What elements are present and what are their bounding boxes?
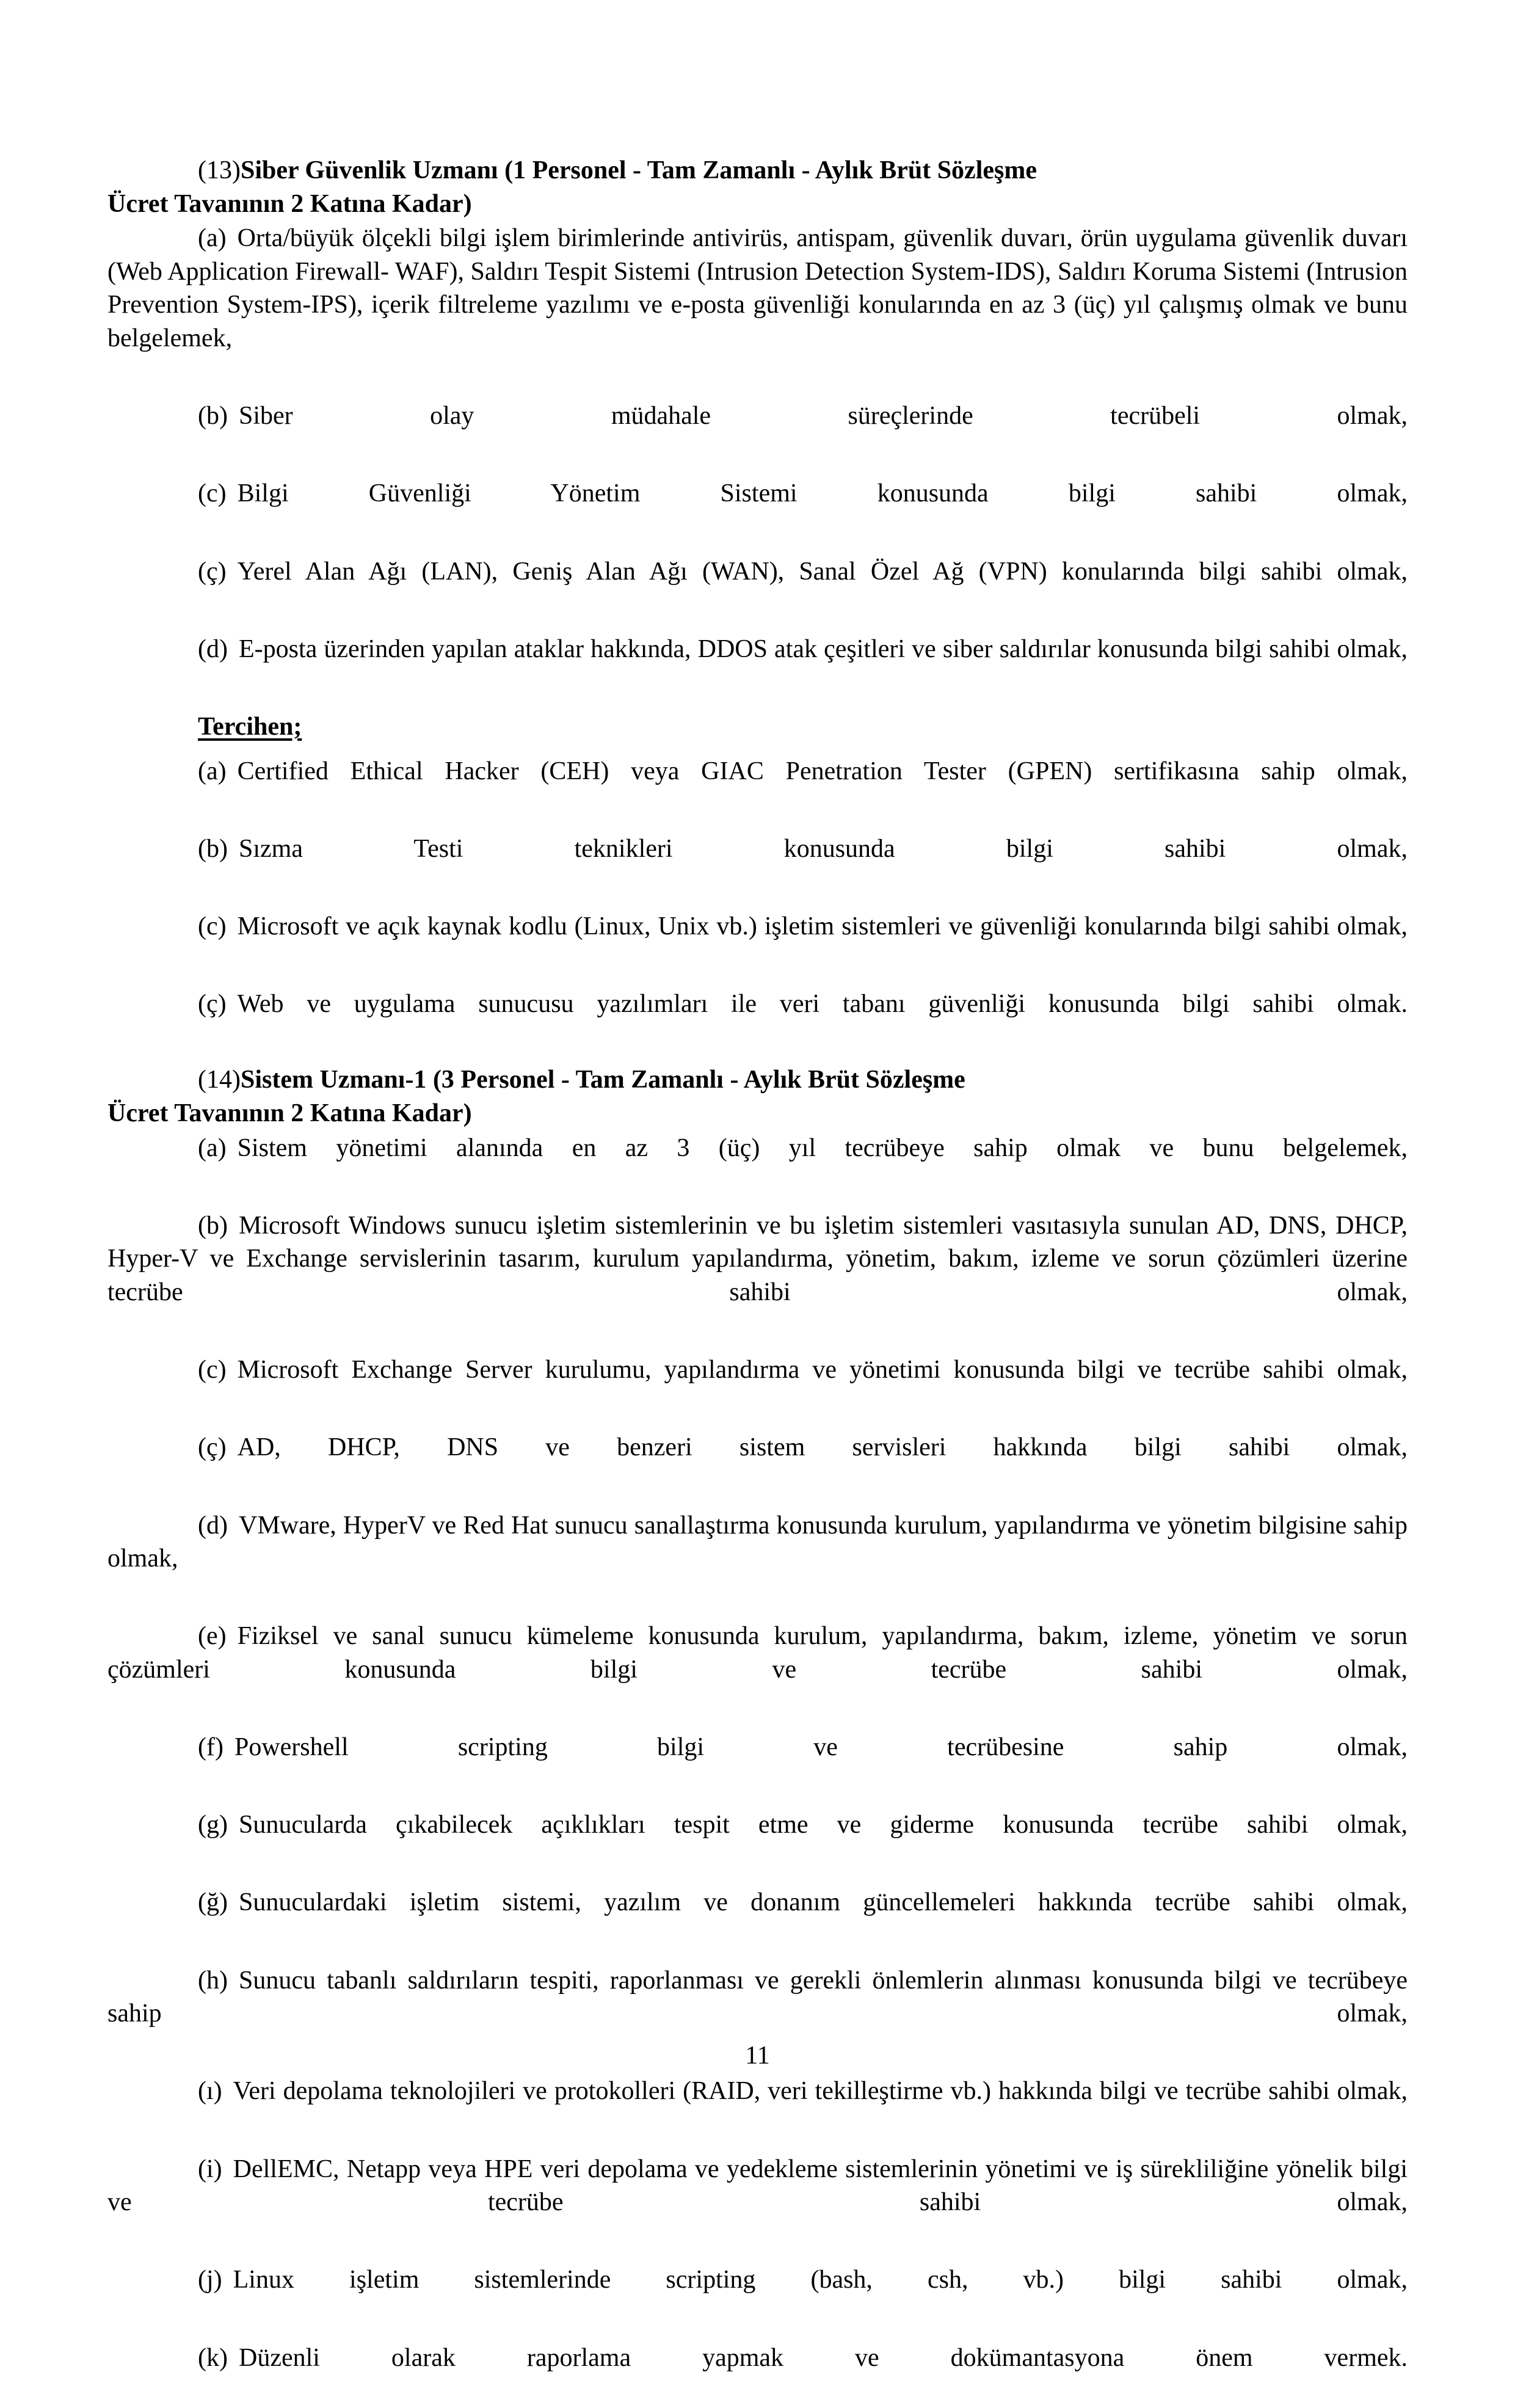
section-title-13-line2: Ücret Tavanının 2 Katına Kadar): [107, 190, 472, 219]
section-number-14: (14): [198, 1066, 241, 1094]
list-item: [107, 1731, 1408, 1797]
item-label: (k): [198, 2343, 228, 2372]
list-item: [107, 1132, 1408, 1198]
item-label: (ç): [198, 990, 227, 1019]
list-item: [107, 222, 1408, 388]
item-label: (a): [198, 757, 227, 785]
item-label: (d): [198, 1511, 228, 1540]
item-label: (b): [198, 1211, 228, 1240]
list-item: [107, 910, 1408, 977]
item-text: Microsoft Windows sunucu işletim sistemlerinin ve bu işletim sistemleri vasıtasıyla sunulan AD, DNS, DHCP, Hyper-V ve Exchange servislerinin tasarım, kurulum yapılandırma, yönetim, bakım, izleme ve sorun çözümleri üzerine tecrübe sahibi olmak,: [107, 1211, 1408, 1306]
document-body: [107, 156, 1408, 2408]
item-text: Fiziksel ve sanal sunucu kümeleme konusunda kurulum, yapılandırma, bakım, izleme, yönetim ve sorun çözümleri konusunda bilgi ve tecrübe sahibi olmak,: [107, 1622, 1408, 1684]
item-text: Linux işletim sistemlerinde scripting (bash, csh, vb.) bilgi sahibi olmak,: [233, 2266, 1408, 2294]
list-item: [107, 2153, 1408, 2253]
item-label: (e): [198, 1622, 227, 1651]
item-label: (j): [198, 2266, 222, 2294]
list-item: [107, 988, 1408, 1054]
list-item: [107, 399, 1408, 466]
item-text: AD, DHCP, DNS ve benzeri sistem servisleri hakkında bilgi sahibi olmak,: [237, 1433, 1408, 1462]
item-text: Orta/büyük ölçekli bilgi işlem birimlerinde antivirüs, antispam, güvenlik duvarı, örün uygulama güvenlik duvarı (Web Application Firewall- WAF), Saldırı Tespit Sistemi (Intrusion Detection System-IDS), Saldırı Koruma Sistemi (Intrusion Prevention System-IPS), içerik filtreleme yazılımı ve e-posta güvenliği konularında en az 3 (üç) yıl çalışmış olmak ve bunu belgelemek,: [107, 224, 1408, 353]
item-label: (b): [198, 402, 228, 431]
list-item: [107, 2341, 1408, 2408]
item-text: Düzenli olarak raporlama yapmak ve dokümantasyona önem vermek.: [238, 2343, 1408, 2372]
item-text: Microsoft ve açık kaynak kodlu (Linux, Unix vb.) işletim sistemleri ve güvenliği konularında bilgi sahibi olmak,: [237, 912, 1408, 940]
item-label: (c): [198, 479, 227, 508]
list-item: [107, 1620, 1408, 1720]
item-label: (h): [198, 1966, 228, 1995]
section-heading-13: [107, 156, 1408, 186]
item-label: (ı): [198, 2077, 222, 2106]
item-text: Microsoft Exchange Server kurulumu, yapılandırma ve yönetimi konusunda bilgi ve tecrübe sahibi olmak,: [237, 1356, 1408, 1384]
list-item: [107, 1431, 1408, 1497]
item-text: Siber olay müdahale süreçlerinde tecrübeli olmak,: [238, 402, 1408, 431]
list-item: [107, 1209, 1408, 1342]
item-label: (ç): [198, 1433, 227, 1462]
list-item: [107, 477, 1408, 544]
preferred-subheading-row: [107, 710, 1408, 744]
item-label: (f): [198, 1733, 223, 1762]
item-label: (ç): [198, 557, 227, 586]
item-label: (ğ): [198, 1888, 228, 1917]
item-text: Sunucu tabanlı saldırıların tespiti, raporlanması ve gerekli önlemlerin alınması konusunda bilgi ve tecrübeye sahip olmak,: [107, 1966, 1408, 2028]
item-text: Sunuculardaki işletim sistemi, yazılım ve donanım güncellemeleri hakkında tecrübe sahibi olmak,: [238, 1888, 1408, 1917]
item-text: DellEMC, Netapp veya HPE veri depolama ve yedekleme sistemlerinin yönetimi ve iş sürekliliğine yönelik bilgi ve tecrübe sahibi olmak,: [107, 2155, 1408, 2217]
item-text: Powershell scripting bilgi ve tecrübesine sahip olmak,: [234, 1733, 1408, 1762]
list-item: [107, 755, 1408, 821]
list-item: [107, 2075, 1408, 2141]
item-label: (d): [198, 635, 228, 663]
item-text: Sistem yönetimi alanında en az 3 (üç) yıl tecrübeye sahip olmak ve bunu belgelemek,: [237, 1133, 1408, 1162]
item-label: (b): [198, 834, 228, 863]
list-item: [107, 2263, 1408, 2330]
list-item: [107, 1886, 1408, 1952]
item-text: E-posta üzerinden yapılan ataklar hakkında, DDOS atak çeşitleri ve siber saldırılar konusunda bilgi sahibi olmak,: [238, 635, 1408, 663]
list-item: [107, 1509, 1408, 1609]
item-text: Certified Ethical Hacker (CEH) veya GIAC Penetration Tester (GPEN) sertifikasına sahip olmak,: [237, 757, 1408, 785]
item-label: (c): [198, 1356, 227, 1384]
item-text: Sızma Testi teknikleri konusunda bilgi sahibi olmak,: [238, 834, 1408, 863]
item-text: Web ve uygulama sunucusu yazılımları ile veri tabanı güvenliği konusunda bilgi sahibi olmak.: [237, 990, 1408, 1019]
item-text: VMware, HyperV ve Red Hat sunucu sanallaştırma konusunda kurulum, yapılandırma ve yönetim bilgisine sahip olmak,: [107, 1511, 1408, 1573]
item-label: (a): [198, 224, 227, 253]
section-heading-14: [107, 1065, 1408, 1095]
section-number-13: (13): [198, 156, 241, 184]
item-text: Bilgi Güvenliği Yönetim Sistemi konusunda bilgi sahibi olmak,: [237, 479, 1408, 508]
preferred-subheading: Tercihen;: [198, 712, 302, 741]
list-item: [107, 1808, 1408, 1875]
item-text: Veri depolama teknolojileri ve protokolleri (RAID, veri tekilleştirme vb.) hakkında bilgi ve tecrübe sahibi olmak,: [233, 2077, 1408, 2106]
item-label: (g): [198, 1811, 228, 1839]
list-item: [107, 633, 1408, 699]
item-label: (i): [198, 2155, 222, 2183]
item-text: Yerel Alan Ağı (LAN), Geniş Alan Ağı (WAN), Sanal Özel Ağ (VPN) konularında bilgi sahibi olmak,: [237, 557, 1408, 586]
item-text: Sunucularda çıkabilecek açıklıkları tespit etme ve giderme konusunda tecrübe sahibi olmak,: [238, 1811, 1408, 1839]
item-label: (c): [198, 912, 227, 940]
section-title-14-line1: Sistem Uzmanı-1 (3 Personel - Tam Zamanlı - Aylık Brüt Sözleşme: [240, 1066, 965, 1094]
list-item: [107, 555, 1408, 622]
section-title-13-line1: Siber Güvenlik Uzmanı (1 Personel - Tam Zamanlı - Aylık Brüt Sözleşme: [240, 156, 1037, 184]
section-title-14-line2: Ücret Tavanının 2 Katına Kadar): [107, 1099, 472, 1128]
item-label: (a): [198, 1133, 227, 1162]
page-number: 11: [745, 2042, 770, 2070]
list-item: [107, 832, 1408, 899]
list-item: [107, 1353, 1408, 1420]
